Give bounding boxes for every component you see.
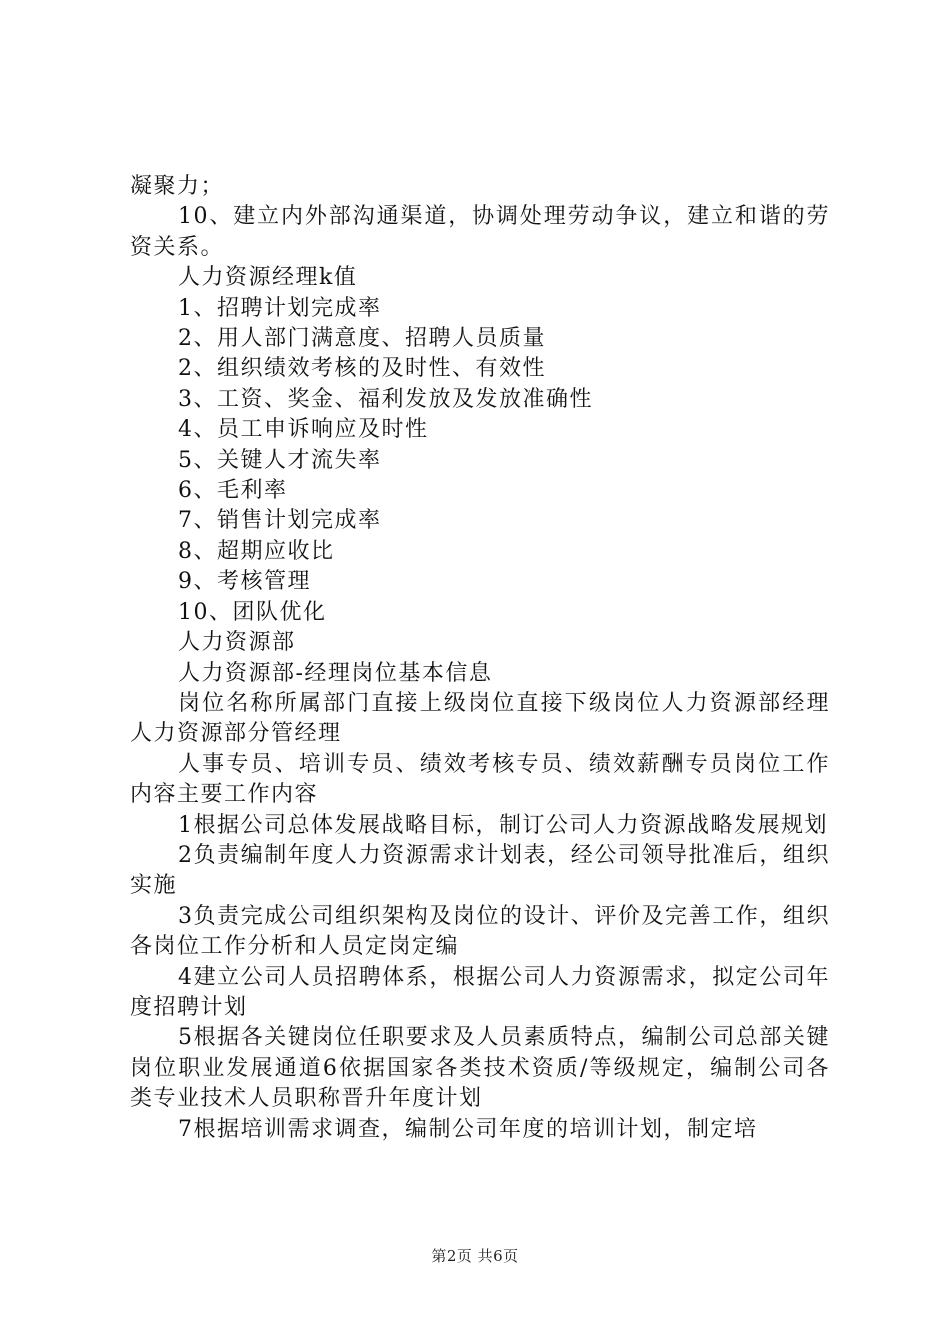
section-heading: 人力资源部 — [178, 630, 296, 656]
section-heading: 人力资源经理k值 — [178, 265, 358, 291]
list-item: 4、员工申诉响应及时性 — [178, 417, 429, 443]
list-item: 7、销售计划完成率 — [178, 508, 382, 534]
paragraph: 7根据培训需求调查，编制公司年度的培训计划，制定培 — [178, 1116, 758, 1142]
paragraph: 1根据公司总体发展战略目标，制订公司人力资源战略发展规划 — [178, 812, 828, 838]
document-body — [130, 172, 830, 1145]
list-item: 2、用人部门满意度、招聘人员质量 — [178, 326, 546, 352]
list-item: 1、招聘计划完成率 — [178, 295, 382, 321]
list-item: 9、考核管理 — [178, 569, 311, 595]
paragraph: 凝聚力； — [130, 174, 225, 199]
section-heading: 人力资源部-经理岗位基本信息 — [178, 660, 493, 686]
list-item: 2、组织绩效考核的及时性、有效性 — [178, 356, 546, 382]
list-item: 8、超期应收比 — [178, 538, 335, 564]
paragraph: 2负责编制年度人力资源需求计划表，经公司领导批准后，组织实施 — [130, 842, 830, 899]
list-item: 10、团队优化 — [178, 599, 327, 625]
list-item: 3、工资、奖金、福利发放及发放准确性 — [178, 386, 593, 412]
paragraph: 5根据各关键岗位任职要求及人员素质特点，编制公司总部关键岗位职业发展通道6依据国家各类技术资质/等级规定，编制公司各类专业技术人员职称晋升年度计划 — [130, 1025, 830, 1112]
paragraph: 4建立公司人员招聘体系，根据公司人力资源需求，拟定公司年度招聘计划 — [130, 964, 830, 1020]
paragraph: 10、建立内外部沟通渠道，协调处理劳动争议，建立和谐的劳资关系。 — [130, 204, 830, 260]
list-item: 6、毛利率 — [178, 478, 288, 504]
list-item: 5、关键人才流失率 — [178, 447, 382, 473]
paragraph: 3负责完成公司组织架构及岗位的设计、评价及完善工作，组织各岗位工作分析和人员定岗定编 — [130, 903, 830, 960]
paragraph: 岗位名称所属部门直接上级岗位直接下级岗位人力资源部经理人力资源部分管经理 — [130, 690, 830, 747]
page-number-footer: 第2页 共6页 — [431, 1247, 519, 1265]
paragraph: 人事专员、培训专员、绩效考核专员、绩效薪酬专员岗位工作内容主要工作内容 — [130, 751, 830, 808]
